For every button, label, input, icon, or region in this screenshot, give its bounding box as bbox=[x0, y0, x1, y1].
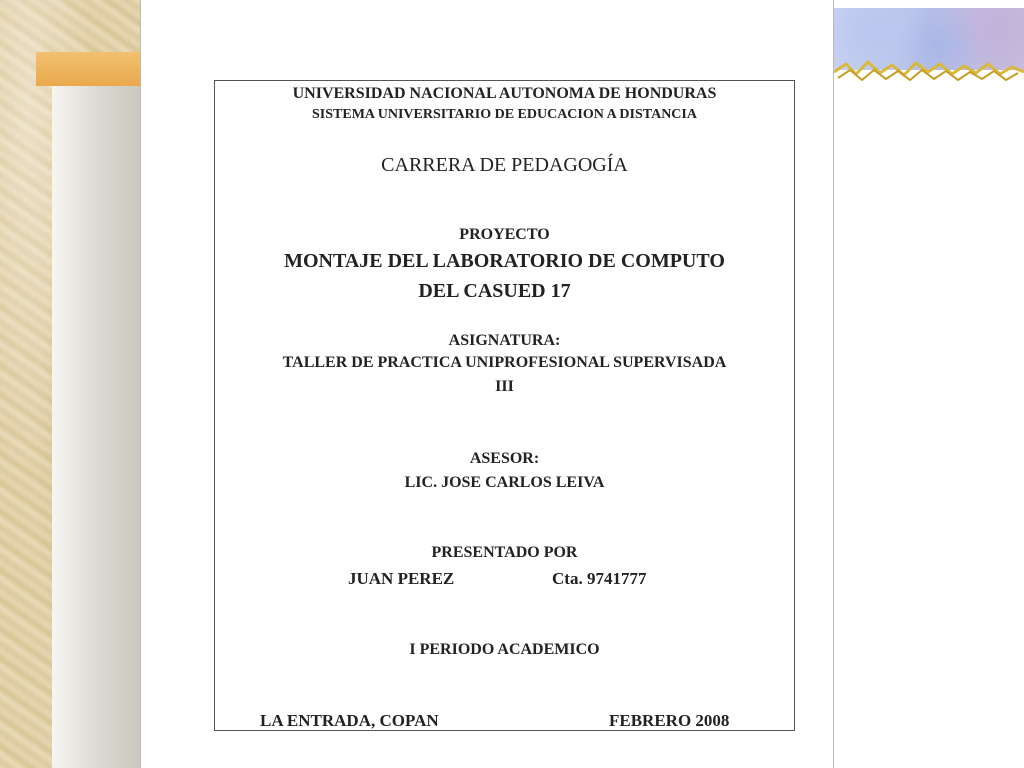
subject-label: ASIGNATURA: bbox=[448, 332, 561, 349]
academic-period: I PERIODO ACADEMICO bbox=[409, 641, 600, 658]
date: FEBRERO 2008 bbox=[609, 711, 730, 730]
presented-by-label: PRESENTADO POR bbox=[431, 544, 578, 561]
cover-frame bbox=[214, 80, 795, 731]
university-name: UNIVERSIDAD NACIONAL AUTONOMA DE HONDURAS bbox=[292, 85, 717, 102]
advisor-label: ASESOR: bbox=[469, 450, 540, 467]
project-title-line1: MONTAJE DEL LABORATORIO DE COMPUTO bbox=[284, 250, 725, 272]
gold-fringe-decoration bbox=[834, 58, 1024, 86]
project-title-line2: DEL CASUED 17 bbox=[418, 280, 571, 302]
subject-line2: III bbox=[495, 378, 514, 395]
career-title: CARRERA DE PEDAGOGÍA bbox=[381, 154, 628, 176]
education-system: SISTEMA UNIVERSITARIO DE EDUCACION A DISTANCIA bbox=[312, 107, 697, 122]
student-name: JUAN PEREZ bbox=[348, 569, 455, 588]
advisor-name: LIC. JOSE CARLOS LEIVA bbox=[404, 474, 605, 491]
student-account: Cta. 9741777 bbox=[552, 569, 647, 588]
subject-line1: TALLER DE PRACTICA UNIPROFESIONAL SUPERVISADA bbox=[282, 354, 727, 371]
orange-accent-bar bbox=[36, 52, 146, 86]
grey-pillar-decoration bbox=[52, 86, 144, 768]
project-label: PROYECTO bbox=[459, 226, 550, 243]
place: LA ENTRADA, COPAN bbox=[260, 711, 439, 730]
